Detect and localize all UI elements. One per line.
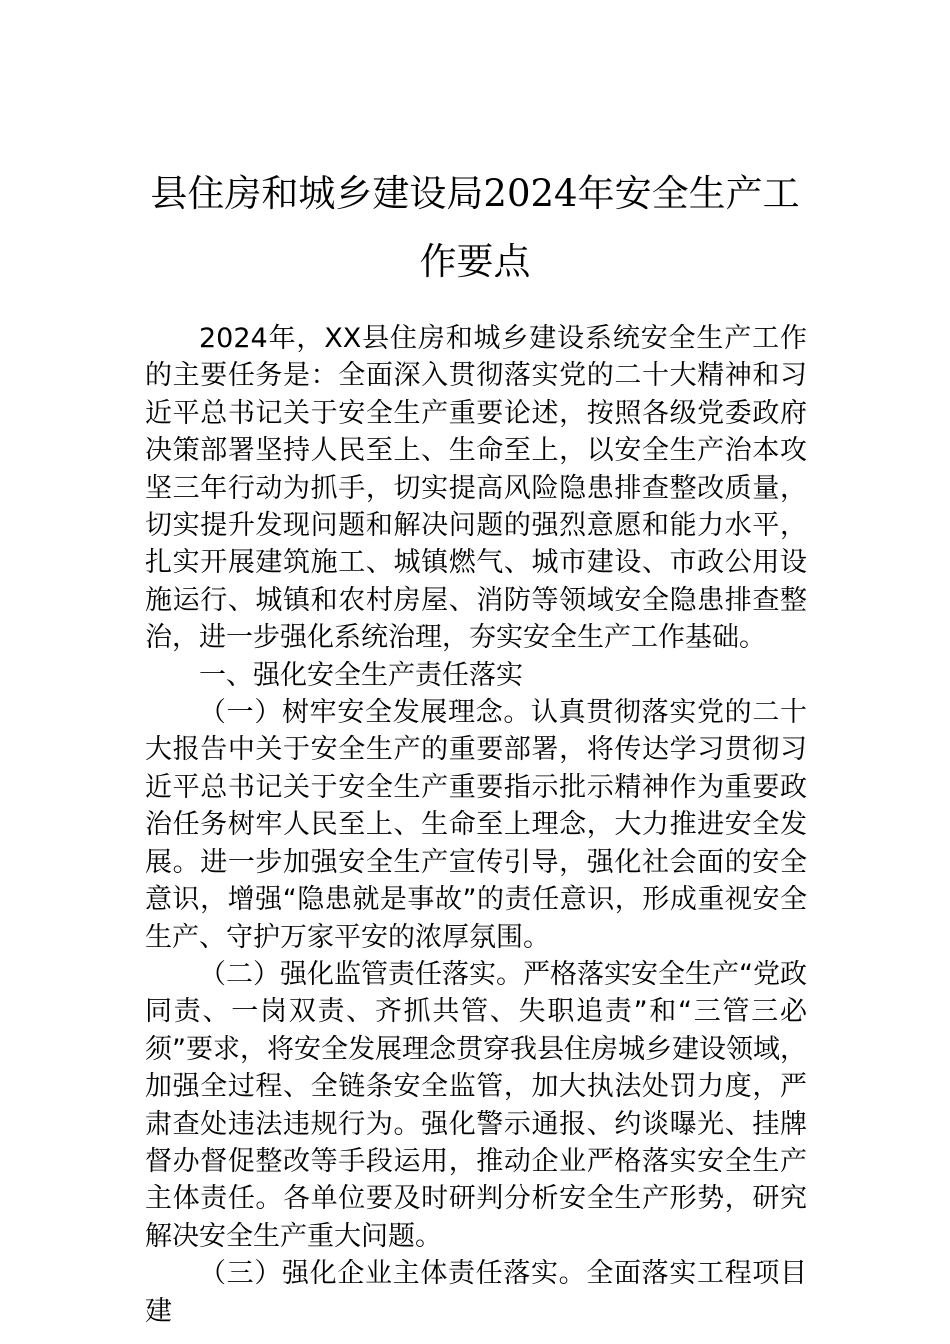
subsection-paragraph-1: （一）树牢安全发展理念。认真贯彻落实党的二十大报告中关于安全生产的重要部署，将传达学习贯彻习近平总书记关于安全生产重要指示批示精神作为重要政治任务树牢人民至上、生命至上理念，大力推进安全发展。进一步加强安全生产宣传引导，强化社会面的安全意识，增强“隐患就是事故”的责任意识，形成重视安全生产、守护万家平安的浓厚氛围。 (145, 697, 807, 953)
document-body (145, 320, 807, 1330)
intro-paragraph: 2024年，XX县住房和城乡建设系统安全生产工作的主要任务是：全面深入贯彻落实党的二十大精神和习近平总书记关于安全生产重要论述，按照各级党委政府决策部署坚持人民至上、生命至上，以安全生产治本攻坚三年行动为抓手，切实提高风险隐患排查整改质量，切实提升发现问题和解决问题的强烈意愿和能力水平，扎实开展建筑施工、城镇燃气、城市建设、市政公用设施运行、城镇和农村房屋、消防等领域安全隐患排查整治，进一步强化系统治理，夯实安全生产工作基础。 (145, 323, 807, 654)
subsection-paragraph-2: （二）强化监管责任落实。严格落实安全生产“党政同责、一岗双责、齐抓共管、失职追责”和“三管三必须”要求，将安全发展理念贯穿我县住房城乡建设领域，加强全过程、全链条安全监管，加大执法处罚力度，严肃查处违法违规行为。强化警示通报、约谈曝光、挂牌督办督促整改等手段运用，推动企业严格落实安全生产主体责任。各单位要及时研判分析安全生产形势，研究解决安全生产重大问题。 (145, 958, 807, 1252)
section-heading-1: 一、强化安全生产责任落实 (199, 659, 523, 691)
subsection-paragraph-3: （三）强化企业主体责任落实。全面落实工程项目建 (145, 1258, 807, 1327)
document-title: 县住房和城乡建设局2024年安全生产工作要点 (150, 172, 800, 283)
